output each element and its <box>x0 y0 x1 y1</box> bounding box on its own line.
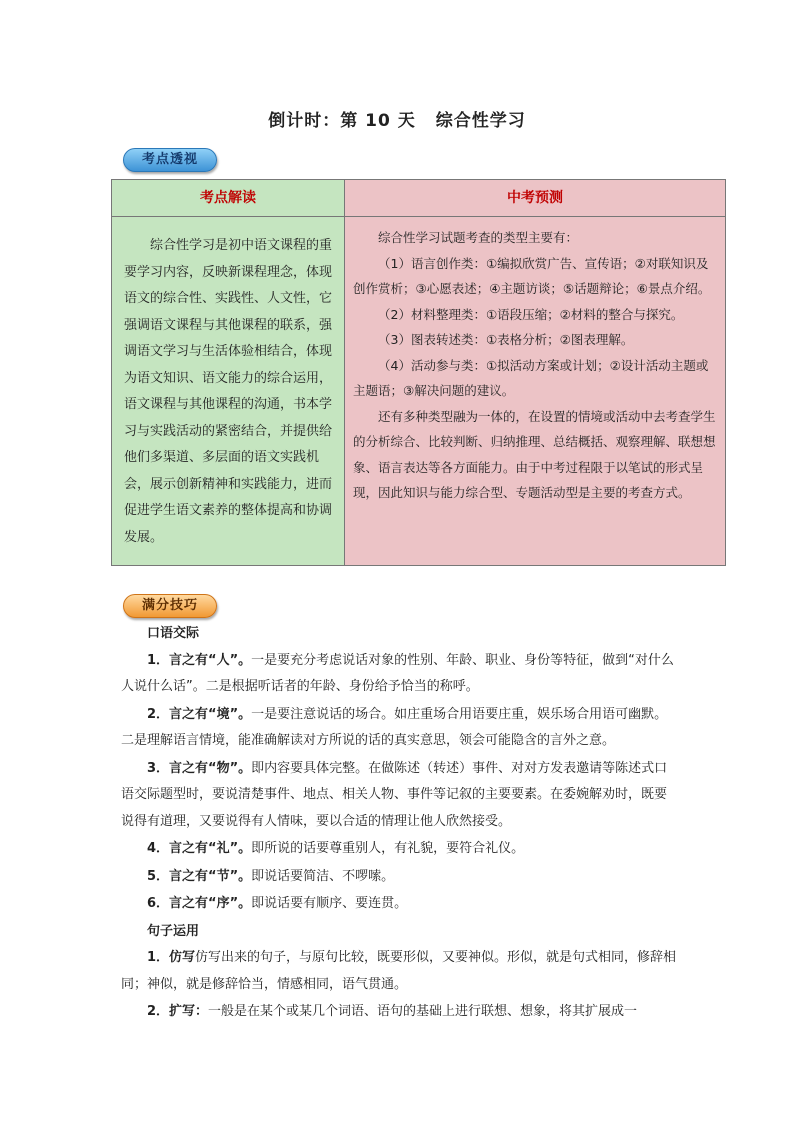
page-title <box>0 106 794 131</box>
skill-item-label: 1．言之有“人”。 <box>147 652 252 668</box>
skill-item-label: 2．言之有“境”。 <box>147 706 252 722</box>
forecast-paragraph: （3）图表转述类：①表格分析；②图表理解。 <box>378 332 634 347</box>
forecast-paragraph: 还有多种类型融为一体的，在设置的情境或活动中去考查学生的分析综合、比较判断、归纳推理、总结概括、观察理解、联想想象、语言表达等各方面能力。由于中考过程限于以笔试的形式呈现，因此知识与能力综合型、专题活动型是主要的考查方式。 <box>353 408 716 500</box>
skill-item-text: 一是要注意说话的场合。如庄重场合用语要庄重，娱乐场合用语可幽默。二是理解语言情境，能准确解读对方所说的话的真实意思，领会可能隐含的言外之意。 <box>121 706 668 748</box>
skill-item-label: 4．言之有“礼”。 <box>147 841 252 856</box>
skill-item-text: 即说话要有顺序、要连贯。 <box>251 896 408 911</box>
forecast-paragraph: （4）活动参与类：①拟活动方案或计划；②设计活动主题或主题语；③解决问题的建议。 <box>353 357 709 398</box>
forecast-paragraph: （2）材料整理类：①语段压缩；②材料的整合与探究。 <box>378 306 684 322</box>
skill-item <box>121 756 677 836</box>
skill-item-text: 一是要充分考虑说话对象的性别、年龄、职业、身份等特征，做到“对什么人说什么话”。二是根据听话者的年龄、身份给予恰当的称呼。 <box>121 652 674 694</box>
skills-section <box>121 621 677 1027</box>
skill-item <box>121 891 677 918</box>
skill-item-text: 一般是在某个或某几个词语、语句的基础上进行联想、想象，将其扩展成一 <box>208 1004 638 1019</box>
section-heading-sentence: 句子运用 <box>147 923 200 939</box>
forecast-paragraph: 综合性学习试题考查的类型主要有： <box>378 230 579 245</box>
skill-item-label: 2．扩写： <box>147 1004 209 1019</box>
skill-item-text: 即说话要简洁、不啰嗦。 <box>251 868 395 884</box>
page-title-sub: 综合性学习 <box>435 111 526 131</box>
skill-item <box>121 836 677 863</box>
table-header-left: 考点解读 <box>112 180 345 217</box>
exam-point-table <box>111 179 726 566</box>
skill-item-text: 即所说的话要尊重别人，有礼貌，要符合礼仪。 <box>251 841 525 856</box>
table-cell-left <box>112 217 345 566</box>
forecast-paragraph: （1）语言创作类：①编拟欣赏广告、宣传语；②对联知识及创作赏析；③心愿表述；④主题访谈；⑤话题辩论；⑥景点介绍。 <box>353 255 711 296</box>
skill-item-label: 1．仿写 <box>147 950 196 965</box>
skill-item-text: 即内容要具体完整。在做陈述（转述）事件、对对方发表邀请等陈述式口语交际题型时，要说清楚事件、地点、相关人物、事件等记叙的主要要素。在委婉解劝时，既要说得有道理，又要说得有人情味，要以合适的情理让他人欣然接受。 <box>121 760 668 829</box>
skill-item-label: 5．言之有“节”。 <box>147 868 252 884</box>
skill-item <box>121 864 677 891</box>
page-title-main: 倒计时：第 10 天 <box>268 111 416 131</box>
skill-item-label: 3．言之有“物”。 <box>147 760 252 776</box>
skill-item <box>121 945 677 998</box>
section-heading-oral: 口语交际 <box>147 626 200 641</box>
skill-item-label: 6．言之有“序”。 <box>147 896 252 911</box>
table-cell-right <box>345 217 726 566</box>
skill-item <box>121 702 677 755</box>
skill-item <box>121 999 677 1026</box>
exam-point-text: 综合性学习是初中语文课程的重要学习内容，反映新课程理念，体现语文的综合性、实践性、人文性，它强调语文课程与其他课程的联系，强调语文学习与生活体验相结合，体现为语文知识、语文能力的综合运用，语文课程与其他课程的沟通，书本学习与实践活动的紧密结合，并提供给他们多渠道、多层面的语文实践机会，展示创新精神和实践能力，进而促进学生语文素养的整体提高和协调发展。 <box>124 238 333 545</box>
skill-item-text: 仿写出来的句子，与原句比较，既要形似，又要神似。形似，就是句式相同，修辞相同；神似，就是修辞恰当，情感相同，语气贯通。 <box>121 950 677 992</box>
kaodian-badge: 考点透视 <box>123 148 217 172</box>
manfen-badge: 满分技巧 <box>123 594 217 618</box>
table-header-right: 中考预测 <box>345 180 726 217</box>
skill-item <box>121 648 677 701</box>
